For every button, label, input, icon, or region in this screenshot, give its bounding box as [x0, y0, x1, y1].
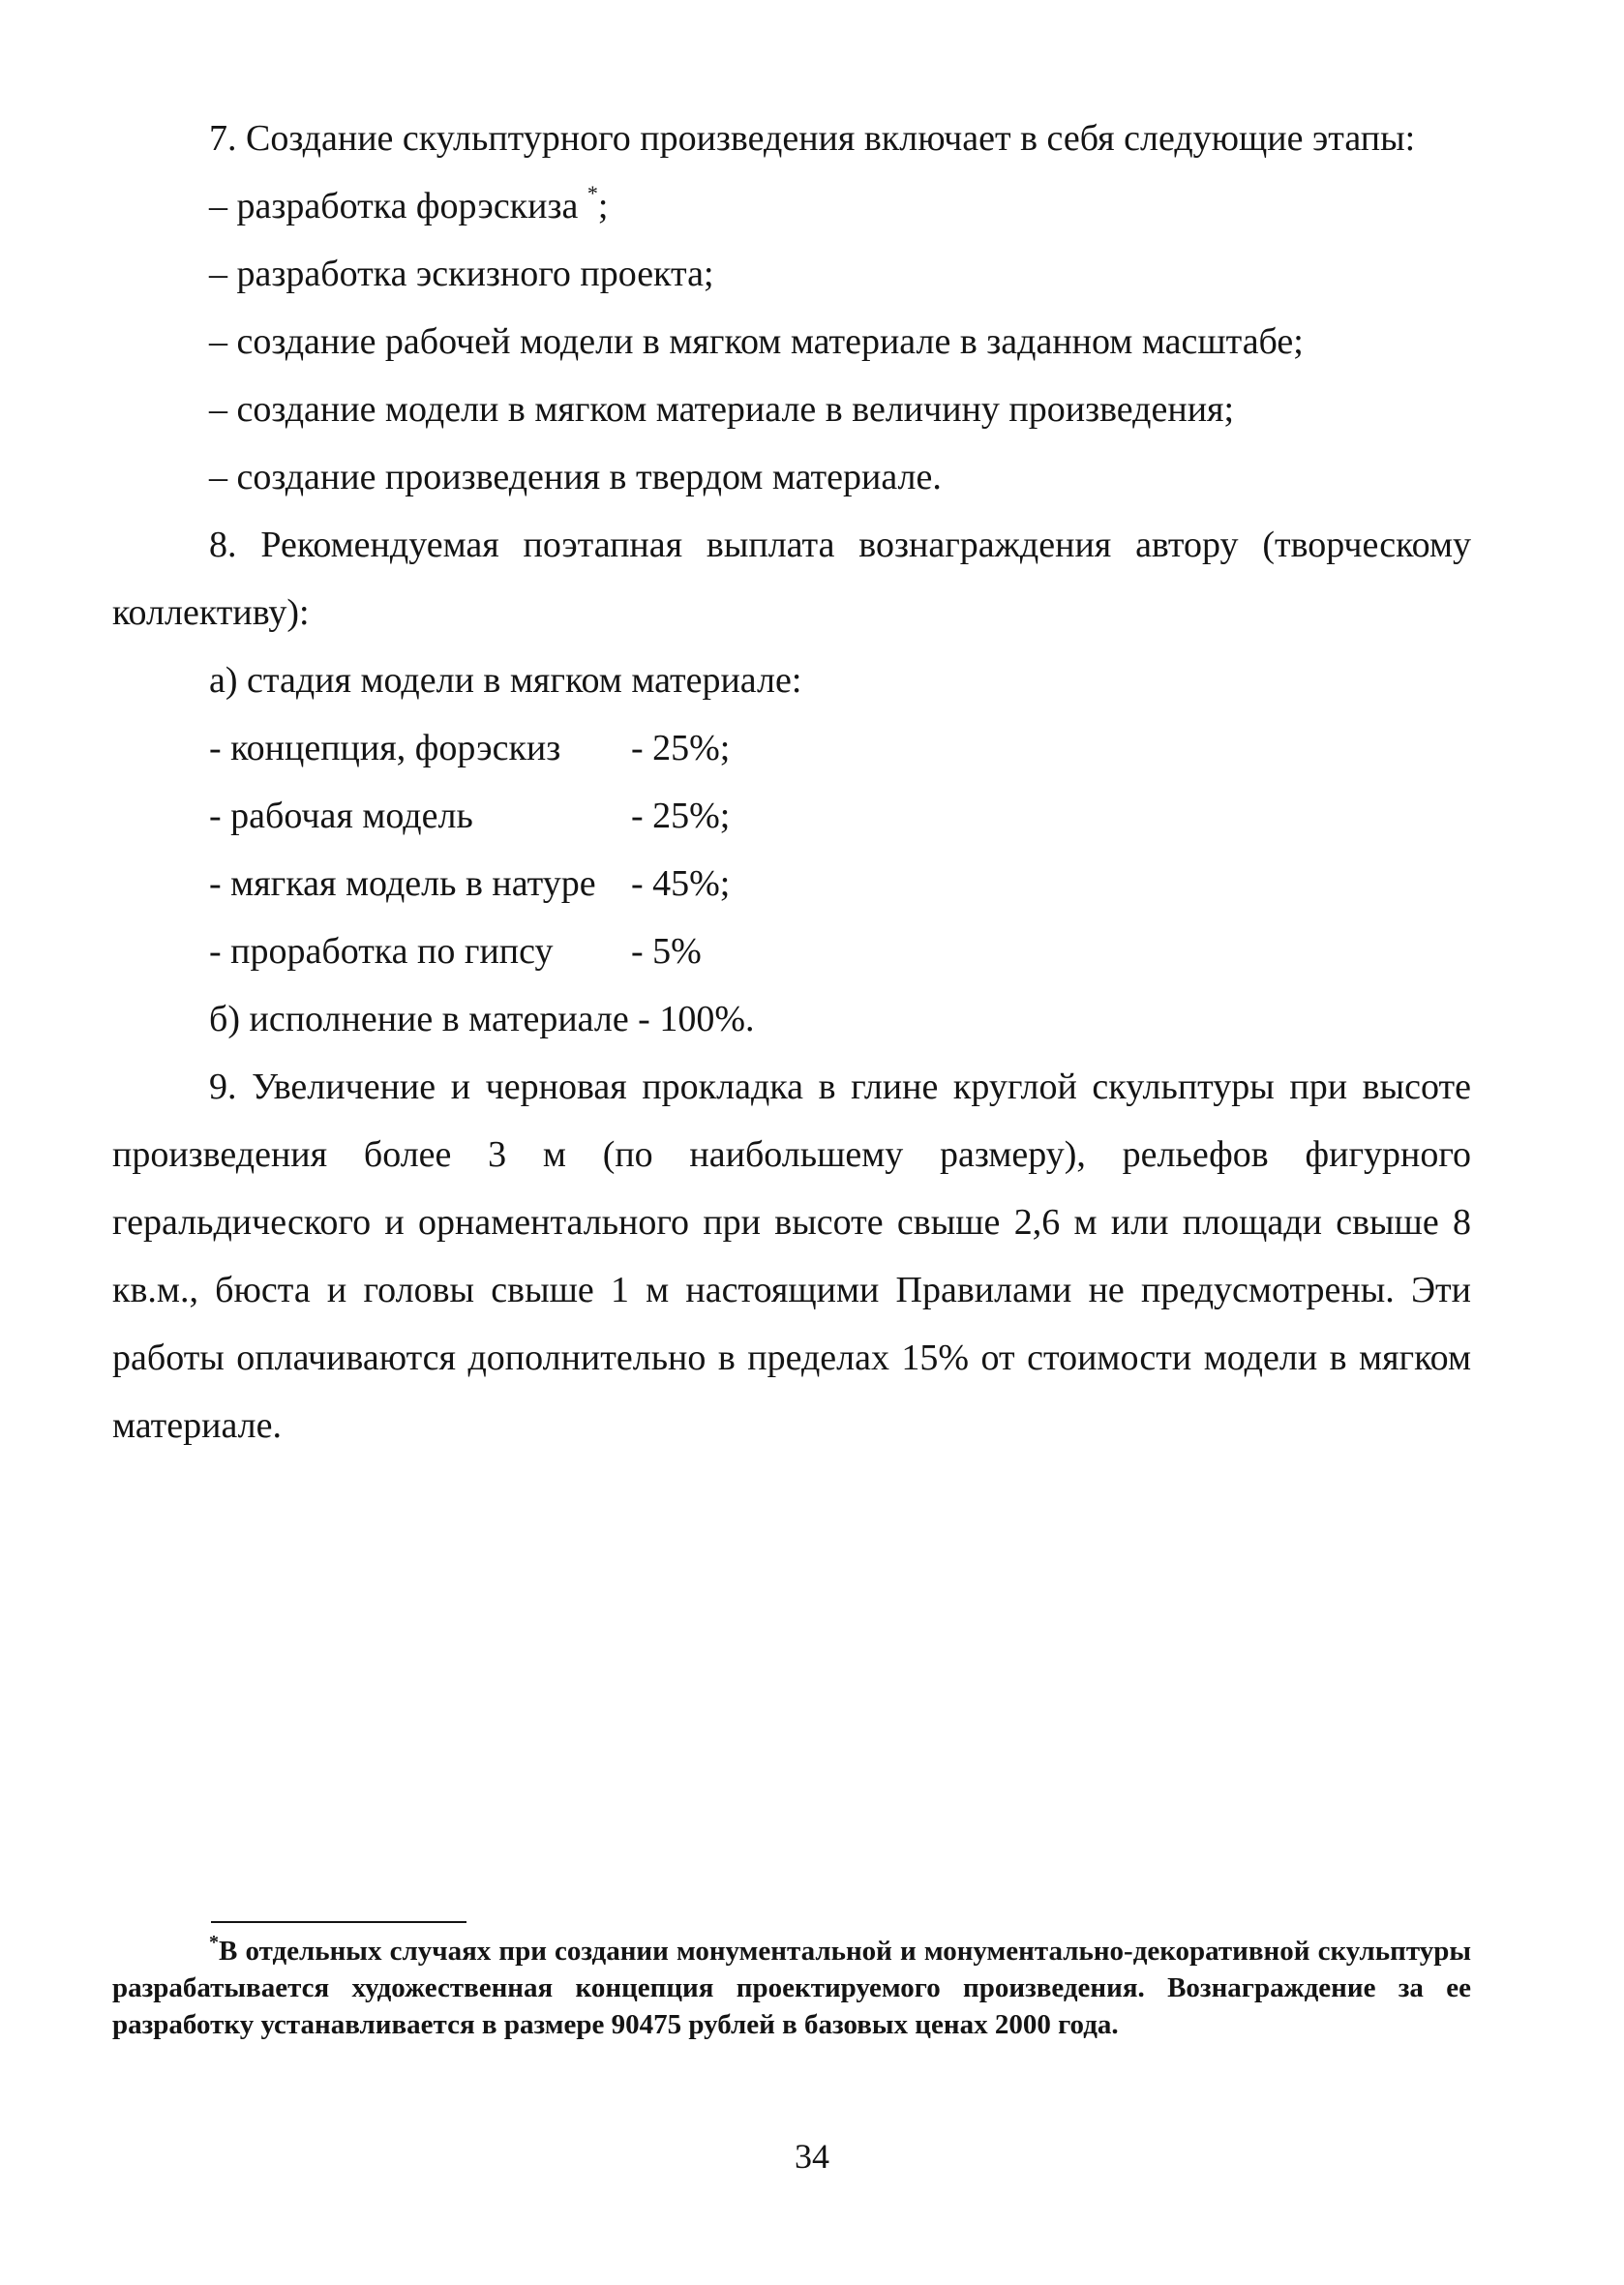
- stage-a-row: [112, 782, 1471, 850]
- section-7-intro: 7. Создание скульптурного произведения включает в себя следующие этапы:: [209, 118, 1416, 159]
- main-text: [112, 105, 1471, 1459]
- section-7-item-4: – создание модели в мягком материале в величину произведения;: [209, 389, 1235, 430]
- section-7-item-1: [112, 172, 1471, 240]
- stage-a-row-label: - проработка по гипсу: [209, 931, 554, 972]
- stage-b-line: б) исполнение в материале - 100%.: [209, 999, 755, 1039]
- footnote-text: В отдельных случаях при создании монументальной и монументально-декоративной скульптуры разрабатывается художественная концепция проектируемого произведения. Вознаграждение за ее разработку устанавливается в размере 90475 рублей в базовых ценах 2000 года.: [112, 1936, 1471, 2040]
- footnote-mark: *: [209, 1932, 219, 1953]
- stage-a-row: [112, 714, 1471, 782]
- section-7-item-1-suffix: ;: [597, 186, 609, 226]
- stage-a-row-value: - 5%: [631, 931, 702, 972]
- page-number: 34: [795, 2137, 829, 2176]
- section-7-item-1-text: – разработка форэскиза: [209, 186, 587, 226]
- stage-a-row-label: - мягкая модель в натуре: [209, 863, 596, 904]
- section-7-item-5: – создание произведения в твердом материале.: [209, 457, 942, 497]
- stage-a-title: а) стадия модели в мягком материале:: [209, 660, 802, 701]
- footnote-reference-mark: *: [586, 181, 598, 205]
- section-9-paragraph: 9. Увеличение и черновая прокладка в глине круглой скульптуры при высоте произведения более 3 м (по наибольшему размеру), рельефов фигурного геральдического и орнаментального при высоте свыше 2,6 м или площади свыше 8 кв.м., бюста и головы свыше 1 м настоящими Правилами не предусмотрены. Эти работы оплачиваются дополнительно в пределах 15% от стоимости модели в мягком материале.: [112, 1067, 1471, 1446]
- stage-a-row-value: - 25%;: [631, 796, 731, 836]
- stage-a-row-label: - рабочая модель: [209, 796, 473, 836]
- stage-a-row-value: - 25%;: [631, 728, 731, 768]
- stage-a-row: [112, 917, 1471, 985]
- section-8-intro: 8. Рекомендуемая поэтапная выплата вознаграждения автору (творческому коллективу):: [112, 525, 1471, 633]
- footnote-separator: [211, 1921, 466, 1923]
- section-7-item-3: – создание рабочей модели в мягком материале в заданном масштабе;: [209, 321, 1304, 362]
- stage-a-row: [112, 850, 1471, 917]
- stage-a-row-label: - концепция, форэскиз: [209, 728, 561, 768]
- footnote: [112, 1933, 1471, 2043]
- section-7-item-2: – разработка эскизного проекта;: [209, 254, 714, 294]
- stage-a-row-value: - 45%;: [631, 863, 731, 904]
